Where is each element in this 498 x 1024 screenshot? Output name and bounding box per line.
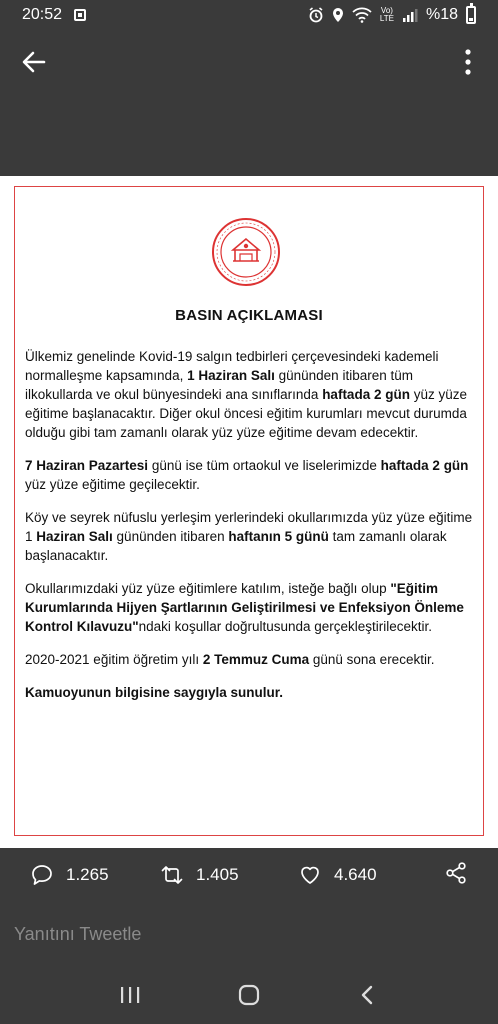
document-title: BASIN AÇIKLAMASI xyxy=(175,307,323,324)
chevron-left-icon xyxy=(358,984,378,1006)
signal-icon xyxy=(402,7,418,23)
app-notification-icon xyxy=(74,9,86,21)
like-button[interactable] xyxy=(298,863,428,887)
system-nav-bar xyxy=(0,966,498,1024)
tweet-actions xyxy=(0,852,498,898)
wifi-icon xyxy=(352,7,372,23)
retweet-button[interactable] xyxy=(160,863,298,887)
app-bar xyxy=(0,32,498,94)
lte-indicator xyxy=(380,7,394,23)
recent-apps-icon xyxy=(119,985,141,1005)
lte-bottom-label: LTE xyxy=(379,14,394,23)
tweet-image[interactable] xyxy=(0,176,498,848)
recent-apps-button[interactable] xyxy=(115,980,145,1010)
paragraph-1: Ülkemiz genelinde Kovid-19 salgın tedbirleri çerçevesindeki kademeli normalleşme kapsamında, 1 Haziran Salı gününden itibaren tüm ilkokullarda ve okul bünyesindeki ana sınıflarında haftada 2 gün yüz yüze eğitime başlanacaktır. Diğer okul öncesi eğitim kurumları mevcut durumda olduğu gibi tam zamanlı olarak yüz yüze eğitime devam edecektir. xyxy=(25,349,467,440)
paragraph-6: Kamuoyunun bilgisine saygıyla sunulur. xyxy=(25,685,284,700)
paragraph-2: 7 Haziran Pazartesi günü ise tüm ortaokul ve liselerimizde haftada 2 gün yüz yüze eğitime geçilecektir. xyxy=(25,458,469,492)
home-button[interactable] xyxy=(234,980,264,1010)
press-release-document xyxy=(14,186,484,836)
status-time: 20:52 xyxy=(22,6,63,23)
retweet-icon xyxy=(160,863,184,887)
lte-top-label: Vo) xyxy=(380,6,393,15)
battery-icon xyxy=(466,6,476,24)
home-icon xyxy=(237,983,261,1007)
heart-icon xyxy=(298,863,322,887)
retweet-count: 1.405 xyxy=(196,865,239,884)
location-icon xyxy=(332,7,344,23)
system-back-button[interactable] xyxy=(353,980,383,1010)
paragraph-3: Köy ve seyrek nüfuslu yerleşim yerlerindeki okullarımızda yüz yüze eğitime 1 Haziran Salı gününden itibaren haftanın 5 günü tam zamanlı olarak başlanacaktır. xyxy=(25,510,473,563)
share-button[interactable] xyxy=(444,861,468,890)
document-body xyxy=(25,347,475,716)
alarm-icon xyxy=(308,7,324,23)
battery-percent: %18 xyxy=(425,6,458,23)
more-vertical-icon xyxy=(456,44,480,80)
comment-icon xyxy=(30,863,54,887)
ministry-seal-logo xyxy=(211,217,281,287)
reply-input[interactable] xyxy=(0,912,498,956)
reply-count: 1.265 xyxy=(66,865,109,884)
paragraph-4: Okullarımızdaki yüz yüze eğitimlere katılım, isteğe bağlı olup "Eğitim Kurumlarında Hijyen Şartlarının Geliştirilmesi ve Enfeksiyon Önleme Kontrol Kılavuzu"ndaki koşullar doğrultusunda gerçekleştirilecektir. xyxy=(25,581,464,634)
more-options-button[interactable] xyxy=(456,44,480,80)
like-count: 4.640 xyxy=(334,865,377,884)
arrow-left-icon xyxy=(16,44,52,80)
reply-placeholder: Yanıtını Tweetle xyxy=(14,923,142,944)
status-bar xyxy=(0,0,498,30)
back-button[interactable] xyxy=(16,44,52,80)
share-icon xyxy=(444,861,468,885)
paragraph-5: 2020-2021 eğitim öğretim yılı 2 Temmuz Cuma günü sona erecektir. xyxy=(25,652,435,667)
reply-button[interactable] xyxy=(30,863,160,887)
